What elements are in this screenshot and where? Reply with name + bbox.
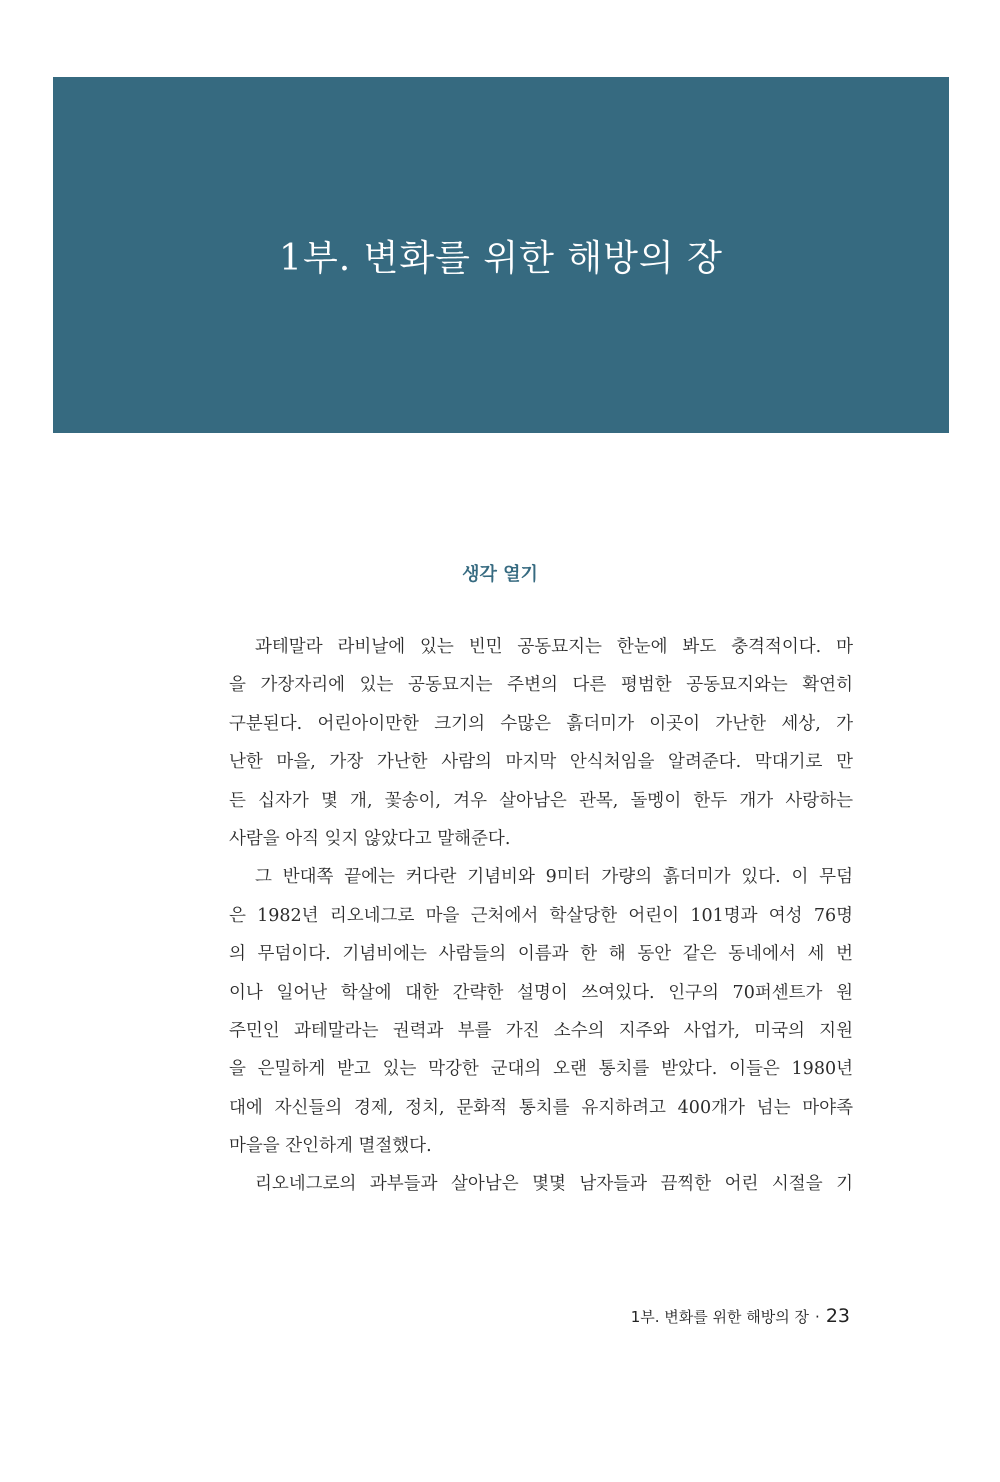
page-number: 23 — [825, 1305, 850, 1327]
text-line: 마을을 잔인하게 멸절했다. — [229, 1136, 432, 1157]
text-line: 주민인 과테말라는 권력과 부를 가진 소수의 지주와 사업가, 미국의 지원 — [229, 1020, 853, 1041]
text-line: 은 1982년 리오네그로 마을 근처에서 학살당한 어린이 101명과 여성 76명 — [229, 905, 853, 926]
text-line: 든 십자가 몇 개, 꽃송이, 겨우 살아남은 관목, 돌멩이 한두 개가 사랑하는 — [229, 790, 853, 811]
part-title-banner — [53, 77, 949, 433]
text-line: 그 반대쪽 끝에는 커다란 기념비와 9미터 가량의 흙더미가 있다. 이 무덤 — [255, 867, 853, 888]
text-line: 구분된다. 어린아이만한 크기의 수많은 흙더미가 이곳이 가난한 세상, 가 — [229, 713, 853, 734]
text-line: 을 가장자리에 있는 공동묘지는 주변의 다른 평범한 공동묘지와는 확연히 — [229, 675, 853, 696]
part-title: 1부. 변화를 위한 해방의 장 — [279, 237, 723, 279]
text-line: 난한 마을, 가장 가난한 사람의 마지막 안식처임을 알려준다. 막대기로 만 — [229, 752, 853, 773]
footer-separator: · — [815, 1308, 820, 1326]
section-heading: 생각 열기 — [462, 564, 538, 585]
running-title: 1부. 변화를 위한 해방의 장 — [630, 1308, 810, 1326]
text-line: 을 은밀하게 받고 있는 막강한 군대의 오랜 통치를 받았다. 이들은 1980년 — [229, 1059, 853, 1080]
page-footer — [631, 1305, 850, 1327]
body-text — [229, 628, 853, 1204]
text-line: 의 무덤이다. 기념비에는 사람들의 이름과 한 해 동안 같은 동네에서 세 번 — [229, 944, 853, 965]
text-line: 이나 일어난 학살에 대한 간략한 설명이 쓰여있다. 인구의 70퍼센트가 원 — [229, 982, 853, 1003]
text-line: 과테말라 라비날에 있는 빈민 공동묘지는 한눈에 봐도 충격적이다. 마 — [255, 637, 853, 657]
text-line: 사람을 아직 잊지 않았다고 말해준다. — [229, 828, 511, 849]
text-line: 리오네그로의 과부들과 살아남은 몇몇 남자들과 끔찍한 어린 시절을 기 — [255, 1174, 853, 1195]
text-line: 대에 자신들의 경제, 정치, 문화적 통치를 유지하려고 400개가 넘는 마야족 — [229, 1097, 853, 1118]
